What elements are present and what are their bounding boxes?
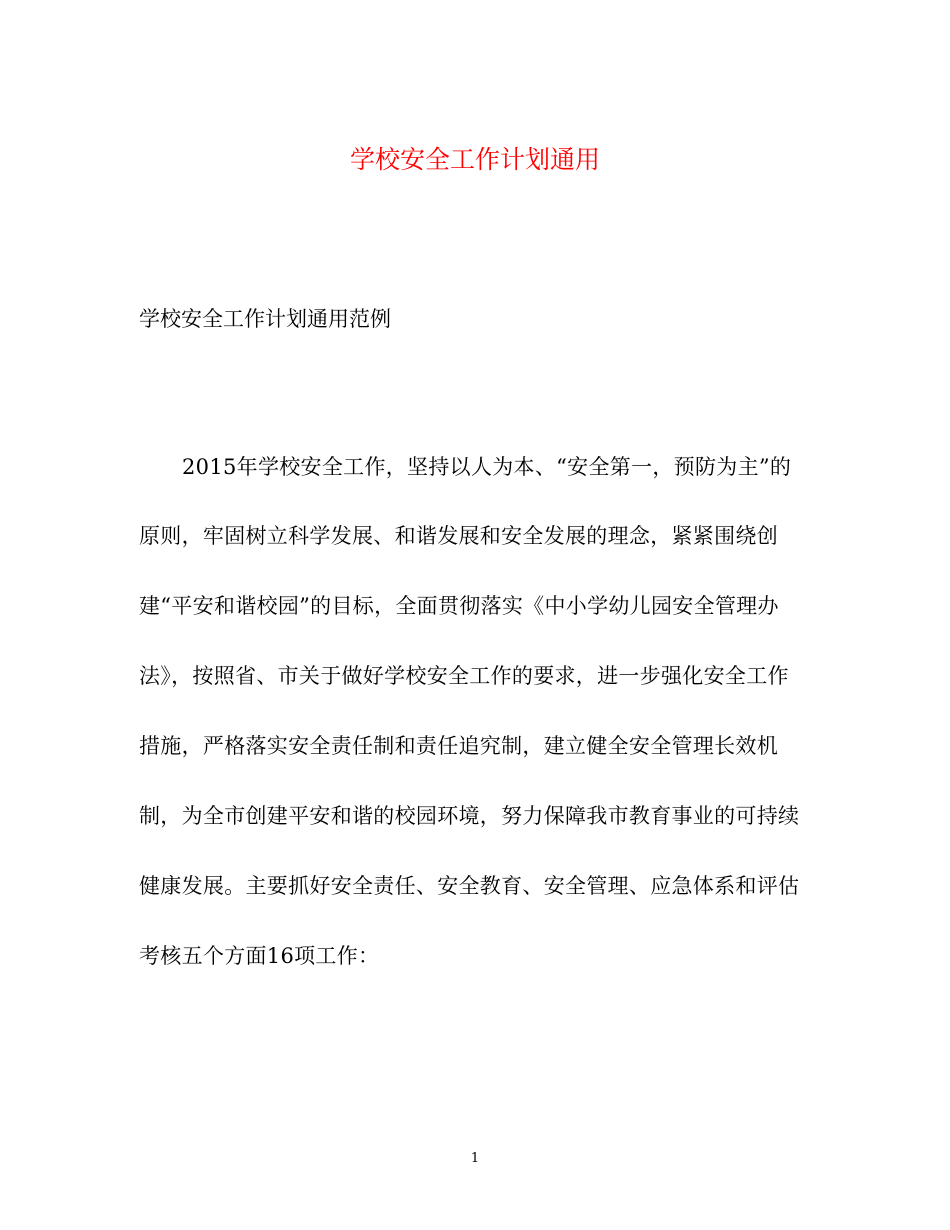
paragraph-line: 考核五个方面16项工作： [139,944,380,968]
paragraph-line: 制，为全市创建平安和谐的校园环境，努力保障我市教育事业的可持续 [139,804,800,828]
page-number: 1 [470,1151,480,1166]
paragraph-line: 原则，牢固树立科学发展、和谐发展和安全发展的理念，紧紧围绕创 [139,524,778,548]
paragraph-line: 建“平安和谐校园”的目标，全面贯彻落实《中小学幼儿园安全管理办 [139,594,779,618]
paragraph-line: 法》，按照省、市关于做好学校安全工作的要求，进一步强化安全工作 [139,664,789,688]
paragraph-line: 2015年学校安全工作，坚持以人为本、“安全第一，预防为主”的 [182,455,792,479]
document-title: 学校安全工作计划通用 [349,145,600,174]
document-subtitle: 学校安全工作计划通用范例 [139,307,391,331]
paragraph-line: 措施，严格落实安全责任制和责任追究制，建立健全安全管理长效机 [139,734,778,758]
paragraph-line: 健康发展。主要抓好安全责任、安全教育、安全管理、应急体系和评估 [139,874,800,898]
